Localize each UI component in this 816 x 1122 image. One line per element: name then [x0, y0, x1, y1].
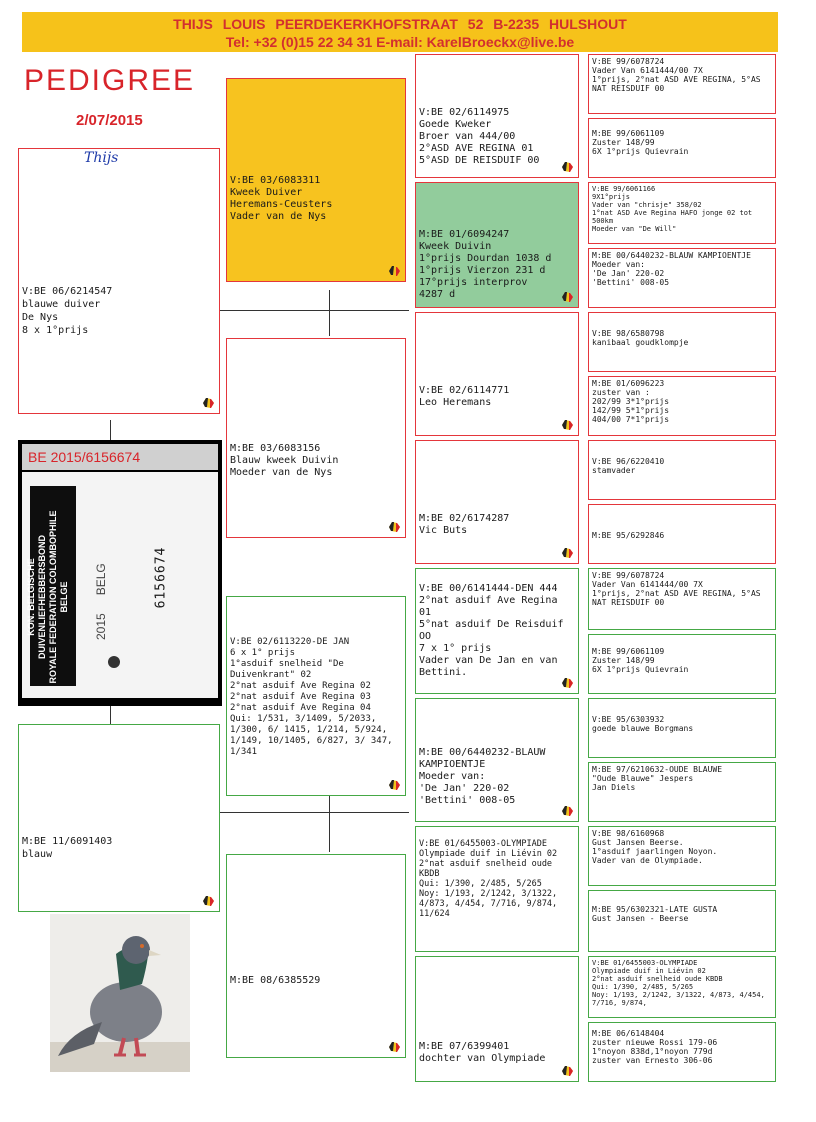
breeder-address: THIJS LOUIS PEERDEKERKHOFSTRAAT 52 B-2235 HULSHOUT — [173, 16, 627, 32]
gen4-info: V:BE 01/6455003-OLYMPIADE Olympiade duif in Liévin 02 2°nat asduif snelheid oude KBDB Qui: 1/390, 2/485, 5/265 Noy: 1/193, 2/1242, 3/1322, 4/873, 4/454, 7/716, 9/874, — [592, 959, 765, 1007]
gen4-info: M:BE 06/6148404 zuster nieuwe Rossi 179-06 1°noyon 838d,1°noyon 779d zuster van Ernesto 306-06 — [592, 1029, 718, 1065]
signature: Thijs — [84, 150, 119, 166]
gen4-box — [588, 826, 776, 886]
gen4-box — [588, 504, 776, 564]
granddam-paternal-box — [226, 338, 406, 538]
father-info: V:BE 06/6214547 blauwe duiver De Nys 8 x 1°prijs — [22, 286, 113, 336]
connector-line — [110, 420, 111, 442]
gen4-box — [588, 956, 776, 1018]
ring-org-fr: ROYALE FEDERATION COLOMBOPHILE BELGE — [48, 510, 69, 684]
belgium-flag-icon — [560, 546, 575, 560]
gen4-info: M:BE 95/6302321-LATE GUSTA Gust Jansen - Beerse — [592, 905, 718, 923]
gen3-info: V:BE 00/6141444-DEN 444 2°nat asduif Ave Regina 01 5°nat asduif De Reisduif OO 7 x 1° prijs Vader van De Jan en van Bettini. — [419, 583, 564, 678]
gen4-box — [588, 248, 776, 308]
gen3-info: M:BE 07/6399401 dochter van Olympiade — [419, 1041, 546, 1064]
gen4-box — [588, 634, 776, 694]
grandsire-maternal-info: V:BE 02/6113220-DE JAN 6 x 1° prijs 1°asduif snelheid "De Duivenkrant" 02 2°nat asduif Ave Regina 02 2°nat asduif Ave Regina 03 2°nat asduif Ave Regina 04 Qui: 1/531, 3/1409, 5/2033, 1/300, 6/ 1415, 1/214, 5/924, 1/149, 10/1405, 6/827, 3/ 347, 1/341 — [230, 637, 393, 757]
pedigree-date: 2/07/2015 — [76, 112, 143, 129]
gen4-info: M:BE 01/6096223 zuster van : 202/99 3*1°prijs 142/99 5*1°prijs 404/00 7*1°prijs — [592, 379, 670, 424]
belgium-flag-icon — [387, 264, 402, 278]
gen4-box — [588, 698, 776, 758]
belgium-flag-icon — [201, 894, 216, 908]
page-title: PEDIGREE — [24, 64, 196, 97]
granddam-maternal-box — [226, 854, 406, 1058]
gen4-box — [588, 118, 776, 178]
mother-info: M:BE 11/6091403 blauw — [22, 836, 113, 860]
gen4-box — [588, 568, 776, 630]
belgium-flag-icon — [387, 1040, 402, 1054]
ring-serial: 6156674 — [153, 546, 169, 609]
belgium-flag-icon — [560, 804, 575, 818]
belgium-flag-icon — [560, 418, 575, 432]
ring-org-nl: KON. BELGISCHE DUIVENLIEFHEBBERSBOND — [26, 535, 47, 660]
gen3-box — [415, 54, 579, 178]
gen3-box — [415, 826, 579, 952]
ring-card — [22, 472, 218, 698]
gen3-info: V:BE 02/6114975 Goede Kweker Broer van 444/00 2°ASD AVE REGINA 01 5°ASD DE REISDUIF 00 — [419, 107, 540, 166]
granddam-paternal-info: M:BE 03/6083156 Blauw kweek Duivin Moeder van de Nys — [230, 443, 339, 478]
ring-card-image — [18, 440, 222, 706]
gen4-box — [588, 1022, 776, 1082]
gen3-info: V:BE 02/6114771 Leo Heremans — [419, 385, 510, 408]
gen4-info: M:BE 00/6440232-BLAUW KAMPIOENTJE Moeder van: 'De Jan' 220-02 'Bettini' 008-05 — [592, 251, 751, 287]
connector-line — [329, 796, 330, 852]
gen4-info: V:BE 99/6078724 Vader Van 6141444/00 7X 1°prijs, 2°nat ASD AVE REGINA, 5°AS NAT REISDUIF 00 — [592, 571, 761, 607]
belgium-flag-icon — [560, 676, 575, 690]
grandsire-paternal-box — [226, 78, 406, 282]
gen4-box — [588, 182, 776, 244]
gen4-box — [588, 54, 776, 114]
gen4-info: V:BE 95/6303932 goede blauwe Borgmans — [592, 715, 694, 733]
connector-line — [110, 706, 111, 724]
connector-line — [219, 310, 409, 311]
gen4-box — [588, 312, 776, 372]
gen4-info: V:BE 99/6078724 Vader Van 6141444/00 7X 1°prijs, 2°nat ASD AVE REGINA, 5°AS NAT REISDUIF 00 — [592, 57, 761, 93]
ring-number-label: BE 2015/6156674 — [22, 444, 218, 470]
gen3-box — [415, 568, 579, 694]
belgium-flag-icon — [560, 1064, 575, 1078]
gen3-box — [415, 182, 579, 308]
pigeon-photo — [50, 914, 190, 1072]
father-box — [18, 148, 220, 414]
gen4-info: V:BE 99/6061166 9X1°prijs Vader van "chrisje" 358/02 1°nat ASD Ave Regina HAFO jonge 02 tot 500km Moeder van "De Will" — [592, 185, 753, 233]
granddam-maternal-info: M:BE 08/6385529 — [230, 975, 321, 986]
header-banner — [22, 12, 778, 52]
gen4-info: M:BE 95/6292846 — [592, 531, 665, 540]
mother-box — [18, 724, 220, 912]
breeder-contact: Tel: +32 (0)15 22 34 31 E-mail: KarelBroeckx@live.be — [225, 34, 575, 50]
belgium-flag-icon — [560, 290, 575, 304]
gen3-info: M:BE 00/6440232-BLAUW KAMPIOENTJE Moeder van: 'De Jan' 220-02 'Bettini' 008-05 — [419, 747, 546, 806]
gen4-box — [588, 762, 776, 822]
gen3-info: M:BE 02/6174287 Vic Buts — [419, 513, 510, 536]
belgium-flag-icon — [201, 396, 216, 410]
gen4-info: M:BE 99/6061109 Zuster 148/99 6X 1°prijs Quievrain — [592, 647, 689, 674]
belgium-flag-icon — [387, 520, 402, 534]
gen4-info: V:BE 98/6580798 kanibaal goudklompje — [592, 329, 689, 347]
grandsire-paternal-info: V:BE 03/6083311 Kweek Duiver Heremans-Ceusters Vader van de Nys — [230, 175, 333, 222]
gen4-box — [588, 440, 776, 500]
gen4-info: M:BE 97/6210632-OUDE BLAUWE "Oude Blauwe" Jespers Jan Diels — [592, 765, 723, 792]
gen3-box — [415, 956, 579, 1082]
gen4-box — [588, 890, 776, 952]
gen3-box — [415, 312, 579, 436]
connector-line — [329, 290, 330, 336]
gen3-info: M:BE 01/6094247 Kweek Duivin 1°prijs Dourdan 1038 d 1°prijs Vierzon 231 d 17°prijs interprov 4287 d — [419, 229, 552, 300]
gen3-box — [415, 440, 579, 564]
connector-line — [219, 812, 409, 813]
belgium-flag-icon — [387, 778, 402, 792]
grandsire-maternal-box — [226, 596, 406, 796]
ring-year: 2015 — [94, 613, 108, 640]
gen4-info: V:BE 98/6160968 Gust Jansen Beerse. 1°asduif jaarlingen Noyon. Vader van de Olympiade. — [592, 829, 718, 865]
gen3-box — [415, 698, 579, 822]
gen4-info: M:BE 99/6061109 Zuster 148/99 6X 1°prijs Quievrain — [592, 129, 689, 156]
belgium-flag-icon — [560, 160, 575, 174]
pigeon-illustration — [50, 914, 190, 1072]
gen3-info: V:BE 01/6455003-OLYMPIADE Olympiade duif in Liévin 02 2°nat asduif snelheid oude KBDB Qui: 1/390, 2/485, 5/265 Noy: 1/193, 2/1242, 3/1322, 4/873, 4/454, 7/716, 9/874, 11/624 — [419, 839, 558, 919]
gen4-info: V:BE 96/6220410 stamvader — [592, 457, 665, 475]
gen4-box — [588, 376, 776, 436]
ring-country: BELG — [94, 563, 108, 596]
